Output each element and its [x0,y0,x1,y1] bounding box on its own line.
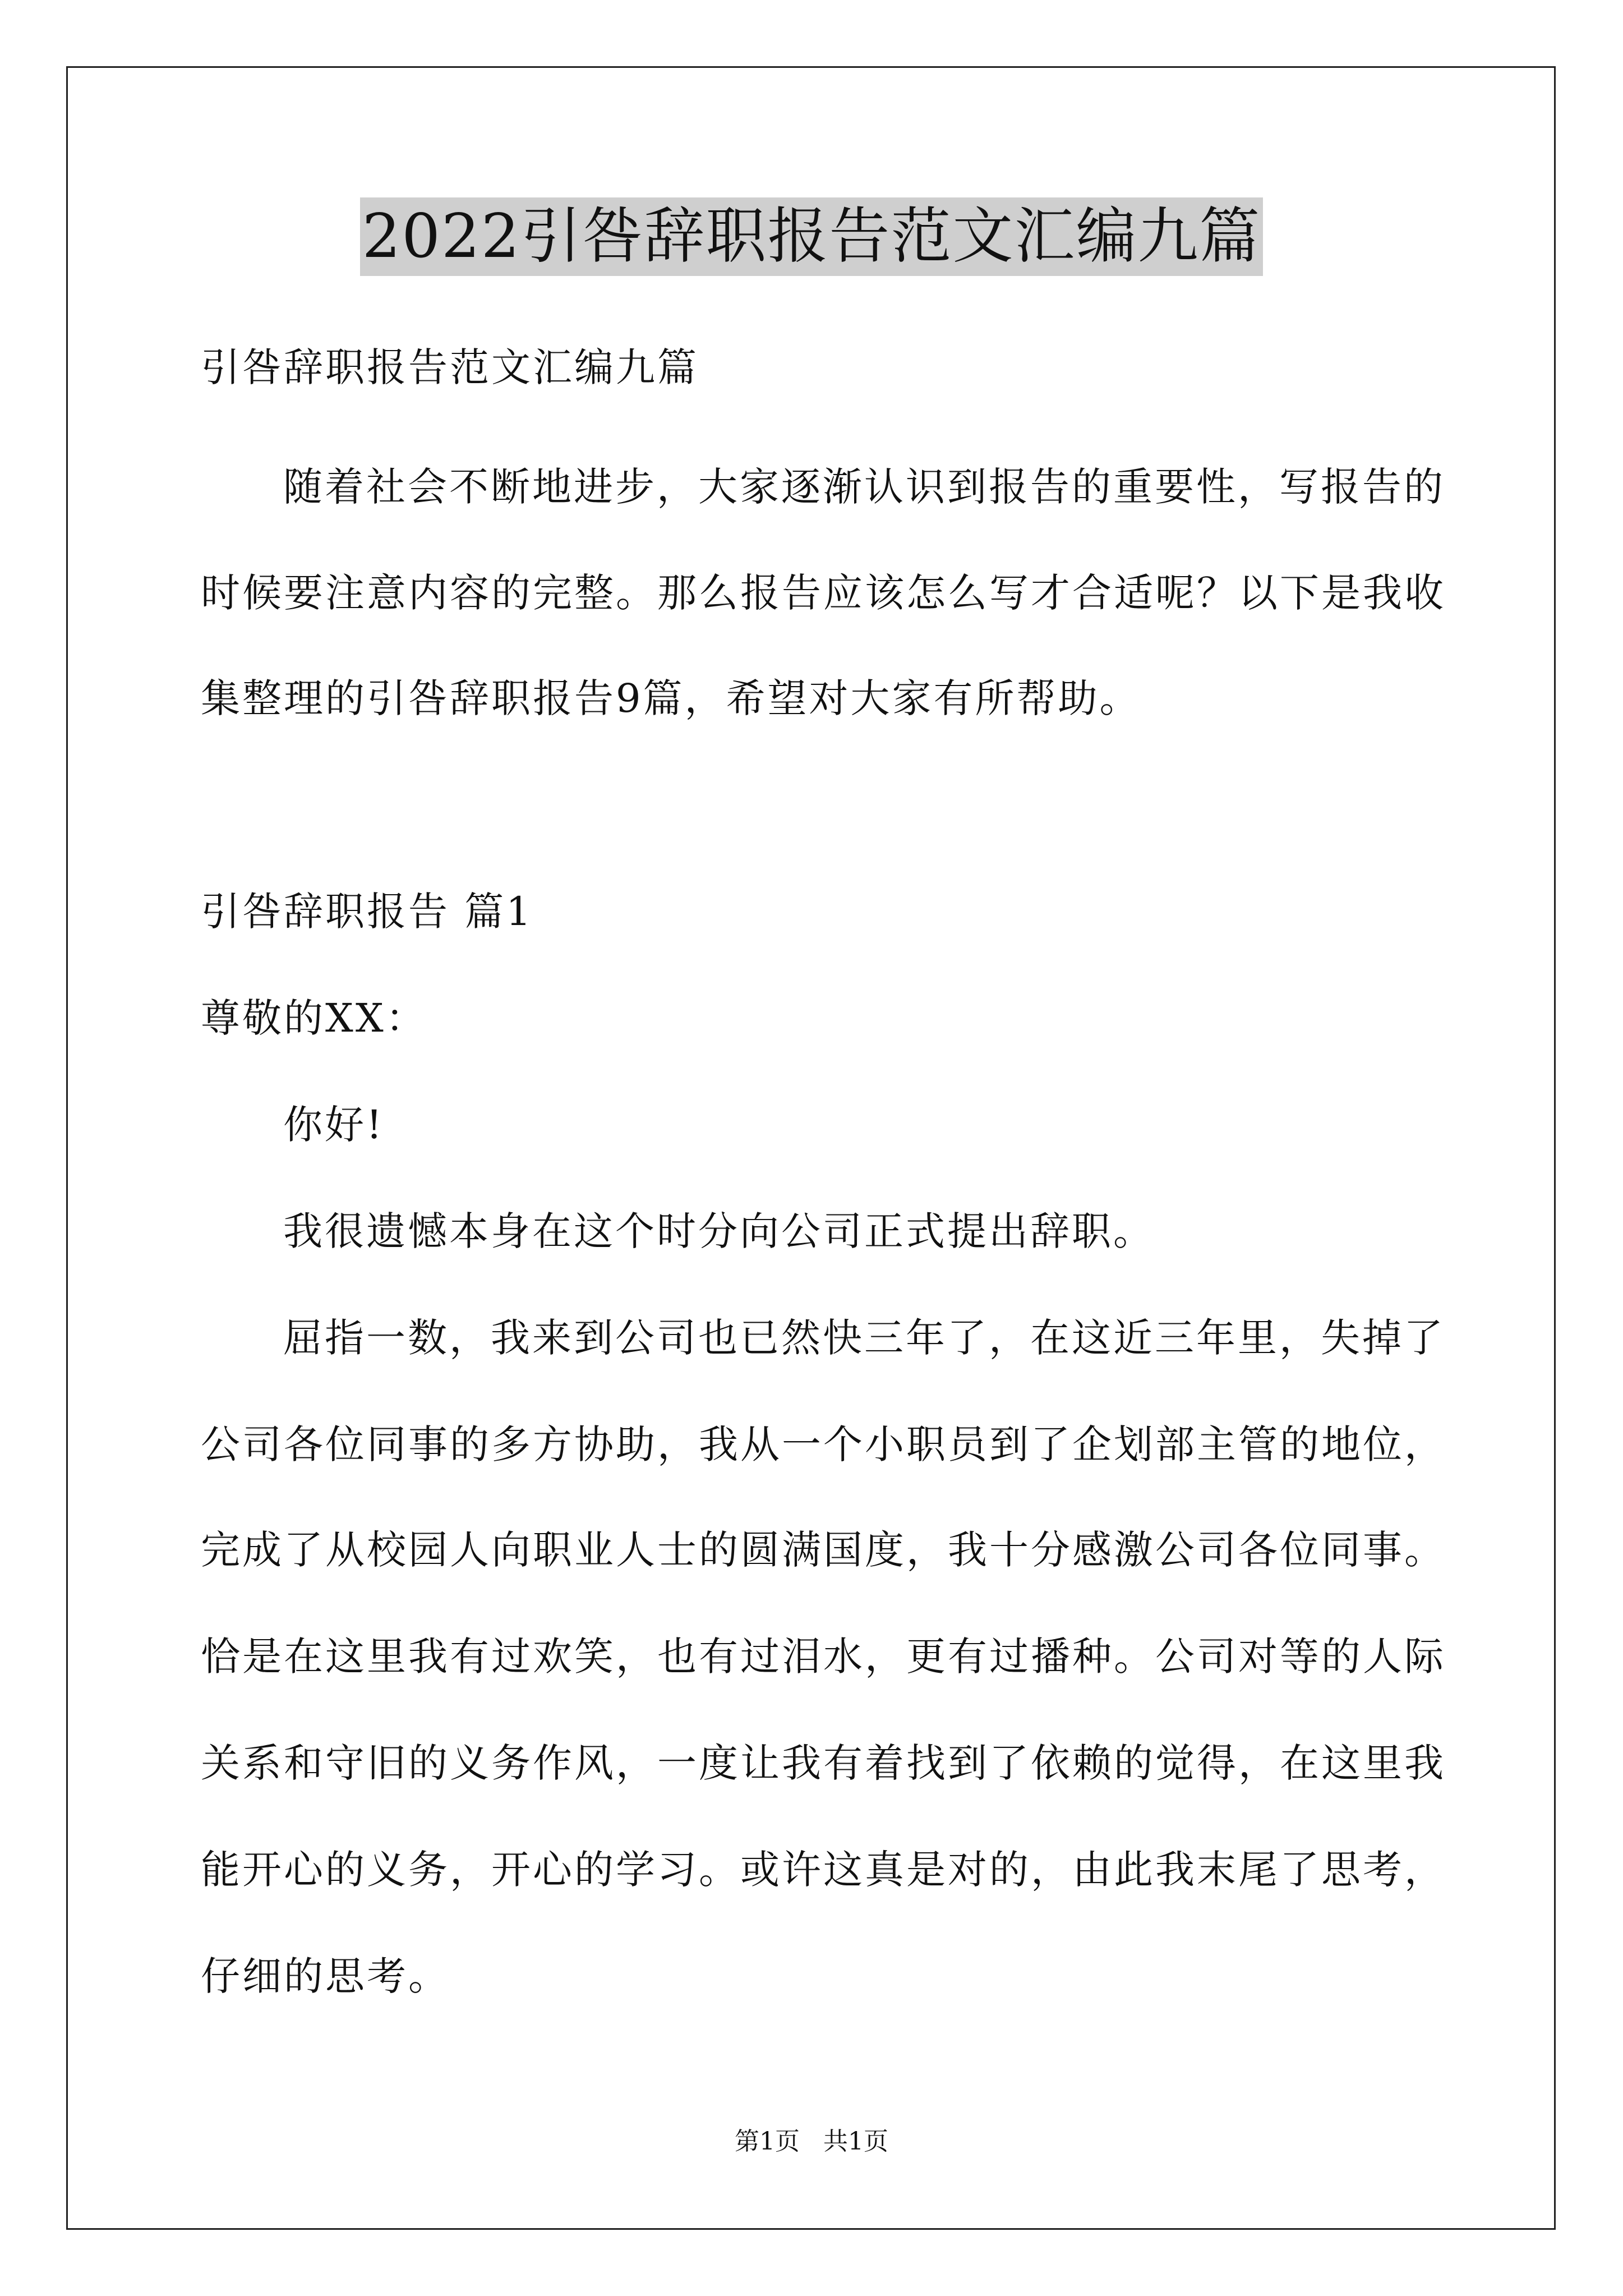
greeting-line: 你好! [283,1102,385,1148]
document-title: 2022引咎辞职报告范文汇编九篇 [360,197,1264,276]
paragraph-line: 公司各位同事的多方协助，我从一个小职员到了企划部主管的地位， [201,1421,1446,1467]
paragraph-line: 集整理的引咎辞职报告9篇，希望对大家有所帮助。 [201,675,1141,721]
salutation-line: 尊敬的XX： [201,995,427,1041]
paragraph-line: 完成了从校园人向职业人士的圆满国度，我十分感激公司各位同事。 [201,1527,1446,1573]
paragraph-line: 我很遗憾本身在这个时分向公司正式提出辞职。 [283,1208,1155,1254]
title-block [0,197,1623,276]
page-footer: 第1页 共1页 [735,2127,888,2156]
paragraph-line: 仔细的思考。 [201,1953,450,1999]
paragraph-line: 恰是在这里我有过欢笑，也有过泪水，更有过播种。公司对等的人际 [201,1634,1446,1680]
subtitle-line: 引咎辞职报告范文汇编九篇 [201,344,699,390]
paragraph-line: 能开心的义务，开心的学习。或许这真是对的，由此我末尾了思考， [201,1847,1446,1893]
paragraph-line: 屈指一数，我来到公司也已然快三年了，在这近三年里，失掉了 [283,1315,1445,1361]
paragraph-line: 随着社会不断地进步，大家逐渐认识到报告的重要性，写报告的 [283,464,1445,510]
paragraph-line: 关系和守旧的义务作风，一度让我有着找到了依赖的觉得，在这里我 [201,1740,1446,1786]
section-heading: 引咎辞职报告 篇1 [201,889,533,935]
paragraph-line: 时候要注意内容的完整。那么报告应该怎么写才合适呢？以下是我收 [201,570,1446,616]
